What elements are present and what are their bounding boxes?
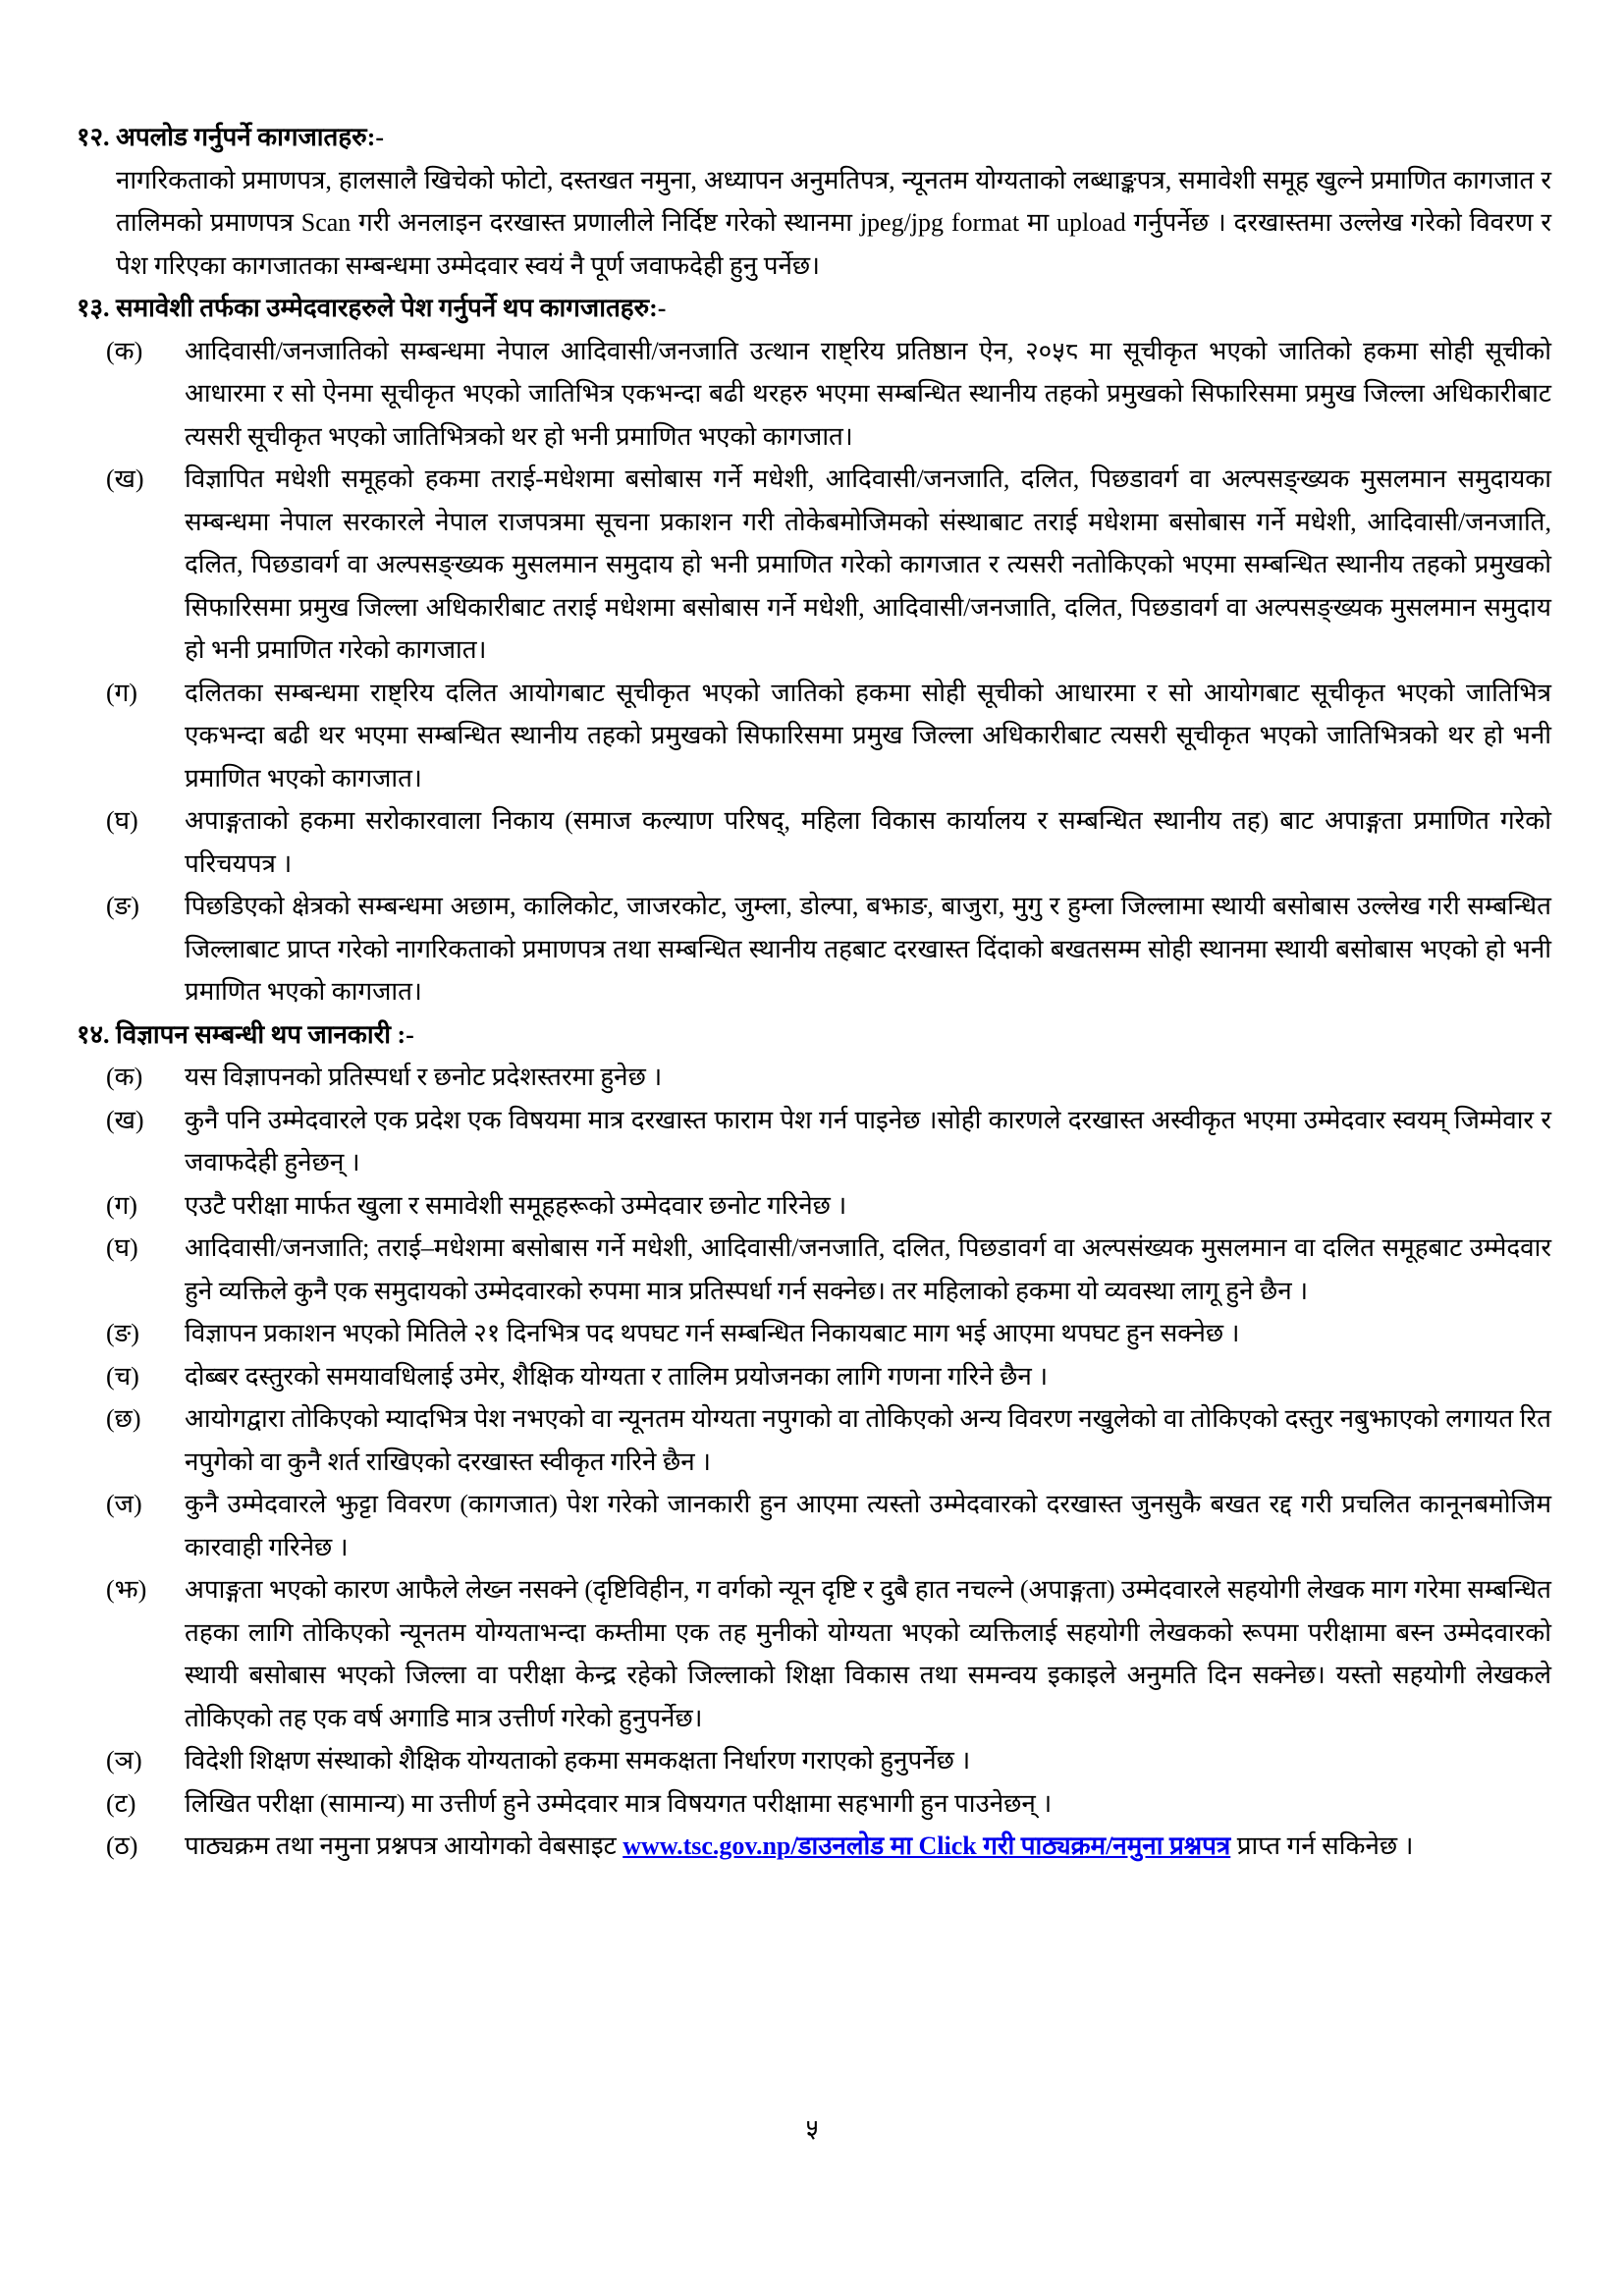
page-number: ५	[805, 2114, 819, 2143]
item-label: (क)	[106, 1063, 143, 1091]
item-label: (क)	[106, 336, 143, 365]
link-tail-text: प्राप्त गर्न सकिनेछ ।	[1230, 1831, 1414, 1860]
list-item-14-ta	[106, 1782, 1551, 1826]
item-text: विज्ञापित मधेशी समूहको हकमा तराई-मधेशमा बसोबास गर्ने मधेशी, आदिवासी/जनजाति, दलित, पिछडावर्ग वा अल्पसङ्ख्यक मुसलमान समुदायका सम्बन्धमा नेपाल सरकारले नेपाल राजपत्रमा सूचना प्रकाशन गरी तोकेबमोजिमको संस्थाबाट तराई मधेशमा बसोबास गर्ने मधेशी, आदिवासी/जनजाति, दलित, पिछडावर्ग वा अल्पसङ्ख्यक मुसलमान समुदाय हो भनी प्रमाणित गरेको कागजात र त्यसरी नतोकिएको भएमा सम्बन्धित स्थानीय तहको प्रमुखको सिफारिसमा प्रमुख जिल्ला अधिकारीबाट तराई मधेशमा बसोबास गर्ने मधेशी, आदिवासी/जनजाति, दलित, पिछडावर्ग वा अल्पसङ्ख्यक मुसलमान समुदाय हो भनी प्रमाणित गरेको कागजात।	[185, 465, 1551, 664]
item-text: लिखित परीक्षा (सामान्य) मा उत्तीर्ण हुने उम्मेदवार मात्र विषयगत परीक्षामा सहभागी हुन पाउनेछन् ।	[185, 1788, 1053, 1818]
item-text: दोब्बर दस्तुरको समयावधिलाई उमेर, शैक्षिक योग्यता र तालिम प्रयोजनका लागि गणना गरिने छैन ।	[185, 1361, 1049, 1391]
item-label: (झ)	[106, 1575, 147, 1604]
list-item-13-nga	[106, 885, 1551, 1013]
tsc-syllabus-link[interactable]: www.tsc.gov.np/डाउनलोड मा Click गरी पाठ्यक्रम/नमुना प्रश्नपत्र	[623, 1831, 1231, 1860]
list-item-13-ga	[106, 672, 1551, 800]
list-item-14-tha	[106, 1825, 1551, 1868]
list-item-14-cha	[106, 1355, 1551, 1398]
item-label: (ङ)	[106, 1319, 139, 1347]
section-number: १२.	[77, 123, 110, 151]
item-label: (ट)	[106, 1788, 136, 1818]
list-item-14-gha	[106, 1227, 1551, 1312]
section-title: विज्ञापन सम्बन्धी थप जानकारी :-	[116, 1019, 414, 1049]
item-label: (ख)	[106, 1105, 144, 1134]
item-label: (ठ)	[106, 1831, 138, 1860]
list-item-14-jha	[106, 1568, 1551, 1739]
item-text	[185, 1825, 1551, 1868]
list-item-14-ga	[106, 1184, 1551, 1228]
section-14-heading	[77, 1013, 1551, 1057]
item-label: (ग)	[106, 678, 137, 707]
item-label: (घ)	[106, 806, 138, 835]
list-item-14-nga	[106, 1312, 1551, 1355]
item-text: पिछडिएको क्षेत्रको सम्बन्धमा अछाम, कालिकोट, जाजरकोट, जुम्ला, डोल्पा, बझाङ, बाजुरा, मुगु र हुम्ला जिल्लामा स्थायी बसोबास उल्लेख गरी सम्बन्धित जिल्लाबाट प्राप्त गरेको नागरिकताको प्रमाणपत्र तथा सम्बन्धित स्थानीय तहबाट दरखास्त दिंदाको बखतसम्म सोही स्थानमा स्थायी बसोबास भएको हो भनी प्रमाणित भएको कागजात।	[185, 892, 1551, 1006]
list-item-13-gha	[106, 799, 1551, 885]
section-title: अपलोड गर्नुपर्ने कागजातहरु:-	[116, 123, 385, 151]
section-13-heading	[77, 287, 1551, 330]
list-item-14-ka	[106, 1056, 1551, 1099]
list-item-13-kha	[106, 458, 1551, 672]
item-label: (ञ)	[106, 1746, 142, 1775]
list-item-14-nya	[106, 1739, 1551, 1782]
item-label: (ङ)	[106, 892, 139, 920]
item-text: एउटै परीक्षा मार्फत खुला र समावेशी समूहहरूको उम्मेदवार छनोट गरिनेछ ।	[185, 1190, 847, 1220]
item-label: (ग)	[106, 1190, 137, 1220]
item-text: यस विज्ञापनको प्रतिस्पर्धा र छनोट प्रदेशस्तरमा हुनेछ ।	[185, 1063, 663, 1091]
notice-body	[77, 116, 1551, 1868]
item-text: आदिवासी/जनजाति; तराई–मधेशमा बसोबास गर्ने मधेशी, आदिवासी/जनजाति, दलित, पिछडावर्ग वा अल्पसंख्यक मुसलमान वा दलित समूहबाट उम्मेदवार हुने व्यक्तिले कुनै एक समुदायको उम्मेदवारको रुपमा मात्र प्रतिस्पर्धा गर्न सक्नेछ। तर महिलाको हकमा यो व्यवस्था लागू हुने छैन ।	[185, 1233, 1551, 1305]
item-text: कुनै उम्मेदवारले झुट्टा विवरण (कागजात) पेश गरेको जानकारी हुन आएमा त्यस्तो उम्मेदवारको दरखास्त जुनसुकै बखत रद्द गरी प्रचलित कानूनबमोजिम कारवाही गरिनेछ ।	[185, 1490, 1551, 1561]
item-text: अपाङ्गताको हकमा सरोकारवाला निकाय (समाज कल्याण परिषद्, महिला विकास कार्यालय र सम्बन्धित स्थानीय तह) बाट अपाङ्गता प्रमाणित गरेको परिचयपत्र ।	[185, 806, 1551, 878]
section-12-body: नागरिकताको प्रमाणपत्र, हालसालै खिचेको फोटो, दस्तखत नमुना, अध्यापन अनुमतिपत्र, न्यूनतम योग्यताको लब्धाङ्कपत्र, समावेशी समूह खुल्ने प्रमाणित कागजात र तालिमको प्रमाणपत्र Scan गरी अनलाइन दरखास्त प्रणालीले निर्दिष्ट गरेको स्थानमा jpeg/jpg format मा upload गर्नुपर्नेछ । दरखास्तमा उल्लेख गरेको विवरण र पेश गरिएका कागजातका सम्बन्धमा उम्मेदवार स्वयं नै पूर्ण जवाफदेही हुनु पर्नेछ।	[116, 165, 1551, 280]
list-item-14-chha	[106, 1397, 1551, 1483]
item-label: (च)	[106, 1361, 139, 1391]
section-12-heading	[77, 116, 1551, 159]
item-text: अपाङ्गता भएको कारण आफैले लेख्न नसक्ने (दृष्टिविहीन, ग वर्गको न्यून दृष्टि र दुबै हात नचल्ने (अपाङ्गता) उम्मेदवारले सहयोगी लेखक माग गरेमा सम्बन्धित तहका लागि तोकिएको न्यूनतम योग्यताभन्दा कम्तीमा एक तह मुनीको योग्यता भएको व्यक्तिलाई सहयोगी लेखकको रूपमा परीक्षामा बस्न उम्मेदवारको स्थायी बसोबास भएको जिल्ला वा परीक्षा केन्द्र रहेको जिल्लाको शिक्षा विकास तथा समन्वय इकाइले अनुमति दिन सक्नेछ। यस्तो सहयोगी लेखकले तोकिएको तह एक वर्ष अगाडि मात्र उत्तीर्ण गरेको हुनुपर्नेछ।	[185, 1575, 1551, 1732]
item-text: आदिवासी/जनजातिको सम्बन्धमा नेपाल आदिवासी/जनजाति उत्थान राष्ट्रिय प्रतिष्ठान ऐन, २०५८ मा सूचीकृत भएको जातिको हकमा सोही सूचीको आधारमा र सो ऐनमा सूचीकृत भएको जातिभित्र एकभन्दा बढी थरहरु भएमा सम्बन्धित स्थानीय तहको प्रमुखको सिफारिसमा प्रमुख जिल्ला अधिकारीबाट त्यसरी सूचीकृत भएको जातिभित्रको थर हो भनी प्रमाणित भएको कागजात।	[185, 336, 1551, 451]
item-text: विज्ञापन प्रकाशन भएको मितिले २१ दिनभित्र पद थपघट गर्न सम्बन्धित निकायबाट माग भई आएमा थपघट हुन सक्नेछ ।	[185, 1319, 1240, 1347]
list-item-14-ja	[106, 1483, 1551, 1568]
item-label: (ज)	[106, 1490, 142, 1518]
item-label: (छ)	[106, 1404, 141, 1433]
list-item-14-kha	[106, 1099, 1551, 1184]
link-lead-text: पाठ्यक्रम तथा नमुना प्रश्नपत्र आयोगको वेबसाइट	[185, 1831, 623, 1860]
list-item-13-ka	[106, 330, 1551, 459]
section-title: समावेशी तर्फका उम्मेदवारहरुले पेश गर्नुपर्ने थप कागजातहरु:-	[116, 294, 667, 322]
item-text: कुनै पनि उम्मेदवारले एक प्रदेश एक विषयमा मात्र दरखास्त फाराम पेश गर्न पाइनेछ ।सोही कारणले दरखास्त अस्वीकृत भएमा उम्मेदवार स्वयम् जिम्मेवार र जवाफदेही हुनेछन् ।	[185, 1105, 1551, 1176]
section-number: १४.	[77, 1019, 110, 1049]
item-label: (घ)	[106, 1233, 138, 1262]
item-text: आयोगद्वारा तोकिएको म्यादभित्र पेश नभएको वा न्यूनतम योग्यता नपुगको वा तोकिएको अन्य विवरण नखुलेको वा तोकिएको दस्तुर नबुझाएको लगायत रित नपुगेको वा कुनै शर्त राखिएको दरखास्त स्वीकृत गरिने छैन ।	[185, 1404, 1551, 1476]
item-text: विदेशी शिक्षण संस्थाको शैक्षिक योग्यताको हकमा समकक्षता निर्धारण गराएको हुनुपर्नेछ ।	[185, 1746, 971, 1775]
section-number: १३.	[77, 294, 110, 322]
item-label: (ख)	[106, 465, 144, 493]
item-text: दलितका सम्बन्धमा राष्ट्रिय दलित आयोगबाट सूचीकृत भएको जातिको हकमा सोही सूचीको आधारमा र सो आयोगबाट सूचीकृत भएको जातिभित्र एकभन्दा बढी थर भएमा सम्बन्धित स्थानीय तहको प्रमुखको सिफारिसमा प्रमुख जिल्ला अधिकारीबाट त्यसरी सूचीकृत भएको जातिभित्रको थर हो भनी प्रमाणित भएको कागजात।	[185, 678, 1551, 793]
